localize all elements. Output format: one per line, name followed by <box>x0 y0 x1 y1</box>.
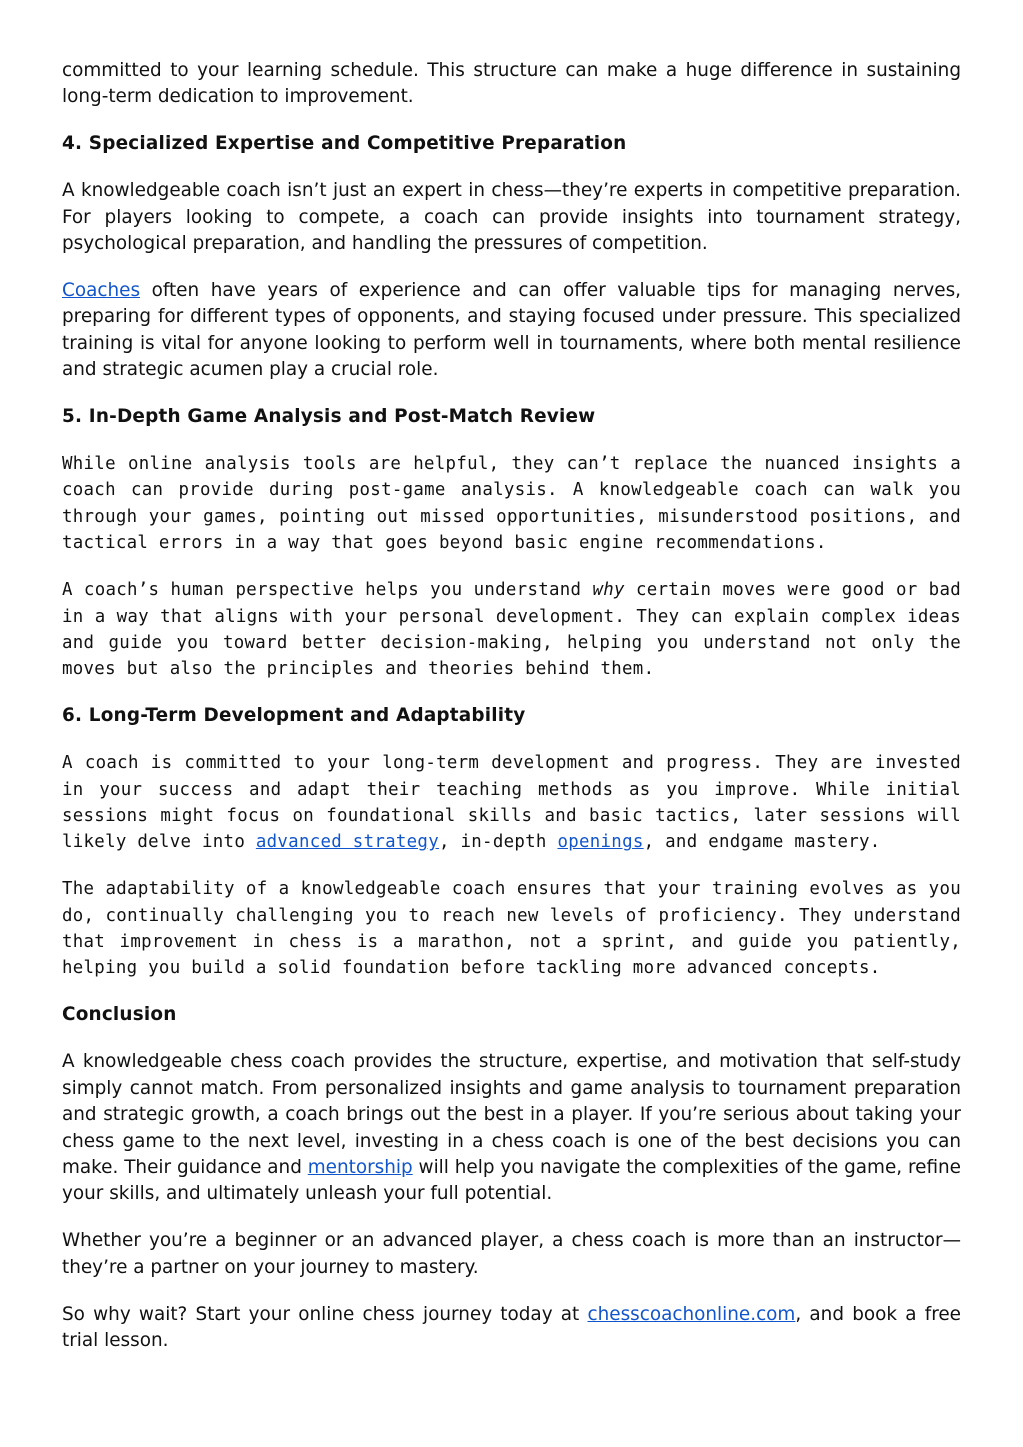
conclusion-paragraph-3-text-b: , and book a free trial lesson. <box>62 1303 961 1351</box>
section-6-paragraph-1-text-b: , in-depth <box>438 832 558 853</box>
conclusion-heading: Conclusion <box>62 1004 177 1026</box>
intro-paragraph: committed to your learning schedule. This structure can make a huge difference in sustaining long-term dedication to improvement. <box>62 60 961 108</box>
section-6-paragraph-1 <box>62 750 961 856</box>
openings-link[interactable]: openings <box>557 832 644 853</box>
section-6-paragraph-2: The adaptability of a knowledgeable coach ensures that your training evolves as you do, continually challenging you to reach new levels of proficiency. They understand that improvement in chess is a marathon, not a sprint, and guide you patiently, helping you build a solid foundation before tackling more advanced concepts. <box>62 879 961 979</box>
section-6-heading: 6. Long-Term Development and Adaptability <box>62 705 526 727</box>
section-5-paragraph-2-text-b: certain moves were good or bad in a way that aligns with your personal development. They can explain complex ideas and guide you toward better decision-making, helping you understand not only the moves but also the principles and theories behind them. <box>62 580 961 680</box>
section-4-paragraph-1: A knowledgeable coach isn’t just an expert in chess—they’re experts in competitive preparation. For players looking to compete, a coach can provide insights into tournament strategy, psychological preparation, and handling the pressures of competition. <box>62 180 961 255</box>
document-page <box>62 58 961 1375</box>
section-4-heading: 4. Specialized Expertise and Competitive Preparation <box>62 133 627 155</box>
section-4-paragraph-2-text: often have years of experience and can offer valuable tips for managing nerves, preparing for different types of opponents, and staying focused under pressure. This specialized training is vital for anyone looking to perform well in tournaments, where both mental resilience and strategic acumen play a crucial role. <box>62 279 961 381</box>
conclusion-paragraph-2: Whether you’re a beginner or an advanced player, a chess coach is more than an instructor—they’re a partner on your journey to mastery. <box>62 1230 961 1278</box>
conclusion-paragraph-1-text-b: will help you navigate the complexities of the game, refine your skills, and ultimately unleash your full potential. <box>62 1156 961 1205</box>
chesscoachonline-link[interactable]: chesscoachonline.com <box>587 1303 796 1325</box>
conclusion-paragraph-3 <box>62 1302 961 1355</box>
section-5-heading: 5. In-Depth Game Analysis and Post-Match Review <box>62 406 596 428</box>
conclusion-paragraph-3-text-a: So why wait? Start your online chess journey today at <box>62 1303 588 1325</box>
section-5-paragraph-1: While online analysis tools are helpful, they can’t replace the nuanced insights a coach can provide during post-game analysis. A knowledgeable coach can walk you through your games, pointing out missed opportunities, misunderstood positions, and tactical errors in a way that goes beyond basic engine recommendations. <box>62 453 961 554</box>
why-emphasis: why <box>592 580 625 601</box>
section-6-paragraph-1-text-c: , and endgame mastery. <box>643 832 881 853</box>
mentorship-link[interactable]: mentorship <box>307 1156 413 1178</box>
section-5-paragraph-2 <box>62 577 961 683</box>
conclusion-paragraph-1-text-a: A knowledgeable chess coach provides the structure, expertise, and motivation that self-study simply cannot match. From personalized insights and game analysis to tournament preparation and strategic growth, a coach brings out the best in a player. If you’re serious about taking your chess game to the next level, investing in a chess coach is one of the best decisions you can make. Their guidance and <box>62 1051 961 1178</box>
conclusion-paragraph-1 <box>62 1049 961 1207</box>
advanced-strategy-link[interactable]: advanced strategy <box>255 832 439 853</box>
section-5-paragraph-2-text-a: A coach’s human perspective helps you understand <box>62 580 593 601</box>
coaches-link[interactable]: Coaches <box>62 279 141 301</box>
section-6-paragraph-1-text-a: A coach is committed to your long-term development and progress. They are invested in your success and adapt their teaching methods as you improve. While initial sessions might focus on foundational skills and basic tactics, later sessions will likely delve into <box>62 753 961 853</box>
section-4-paragraph-2 <box>62 278 961 384</box>
